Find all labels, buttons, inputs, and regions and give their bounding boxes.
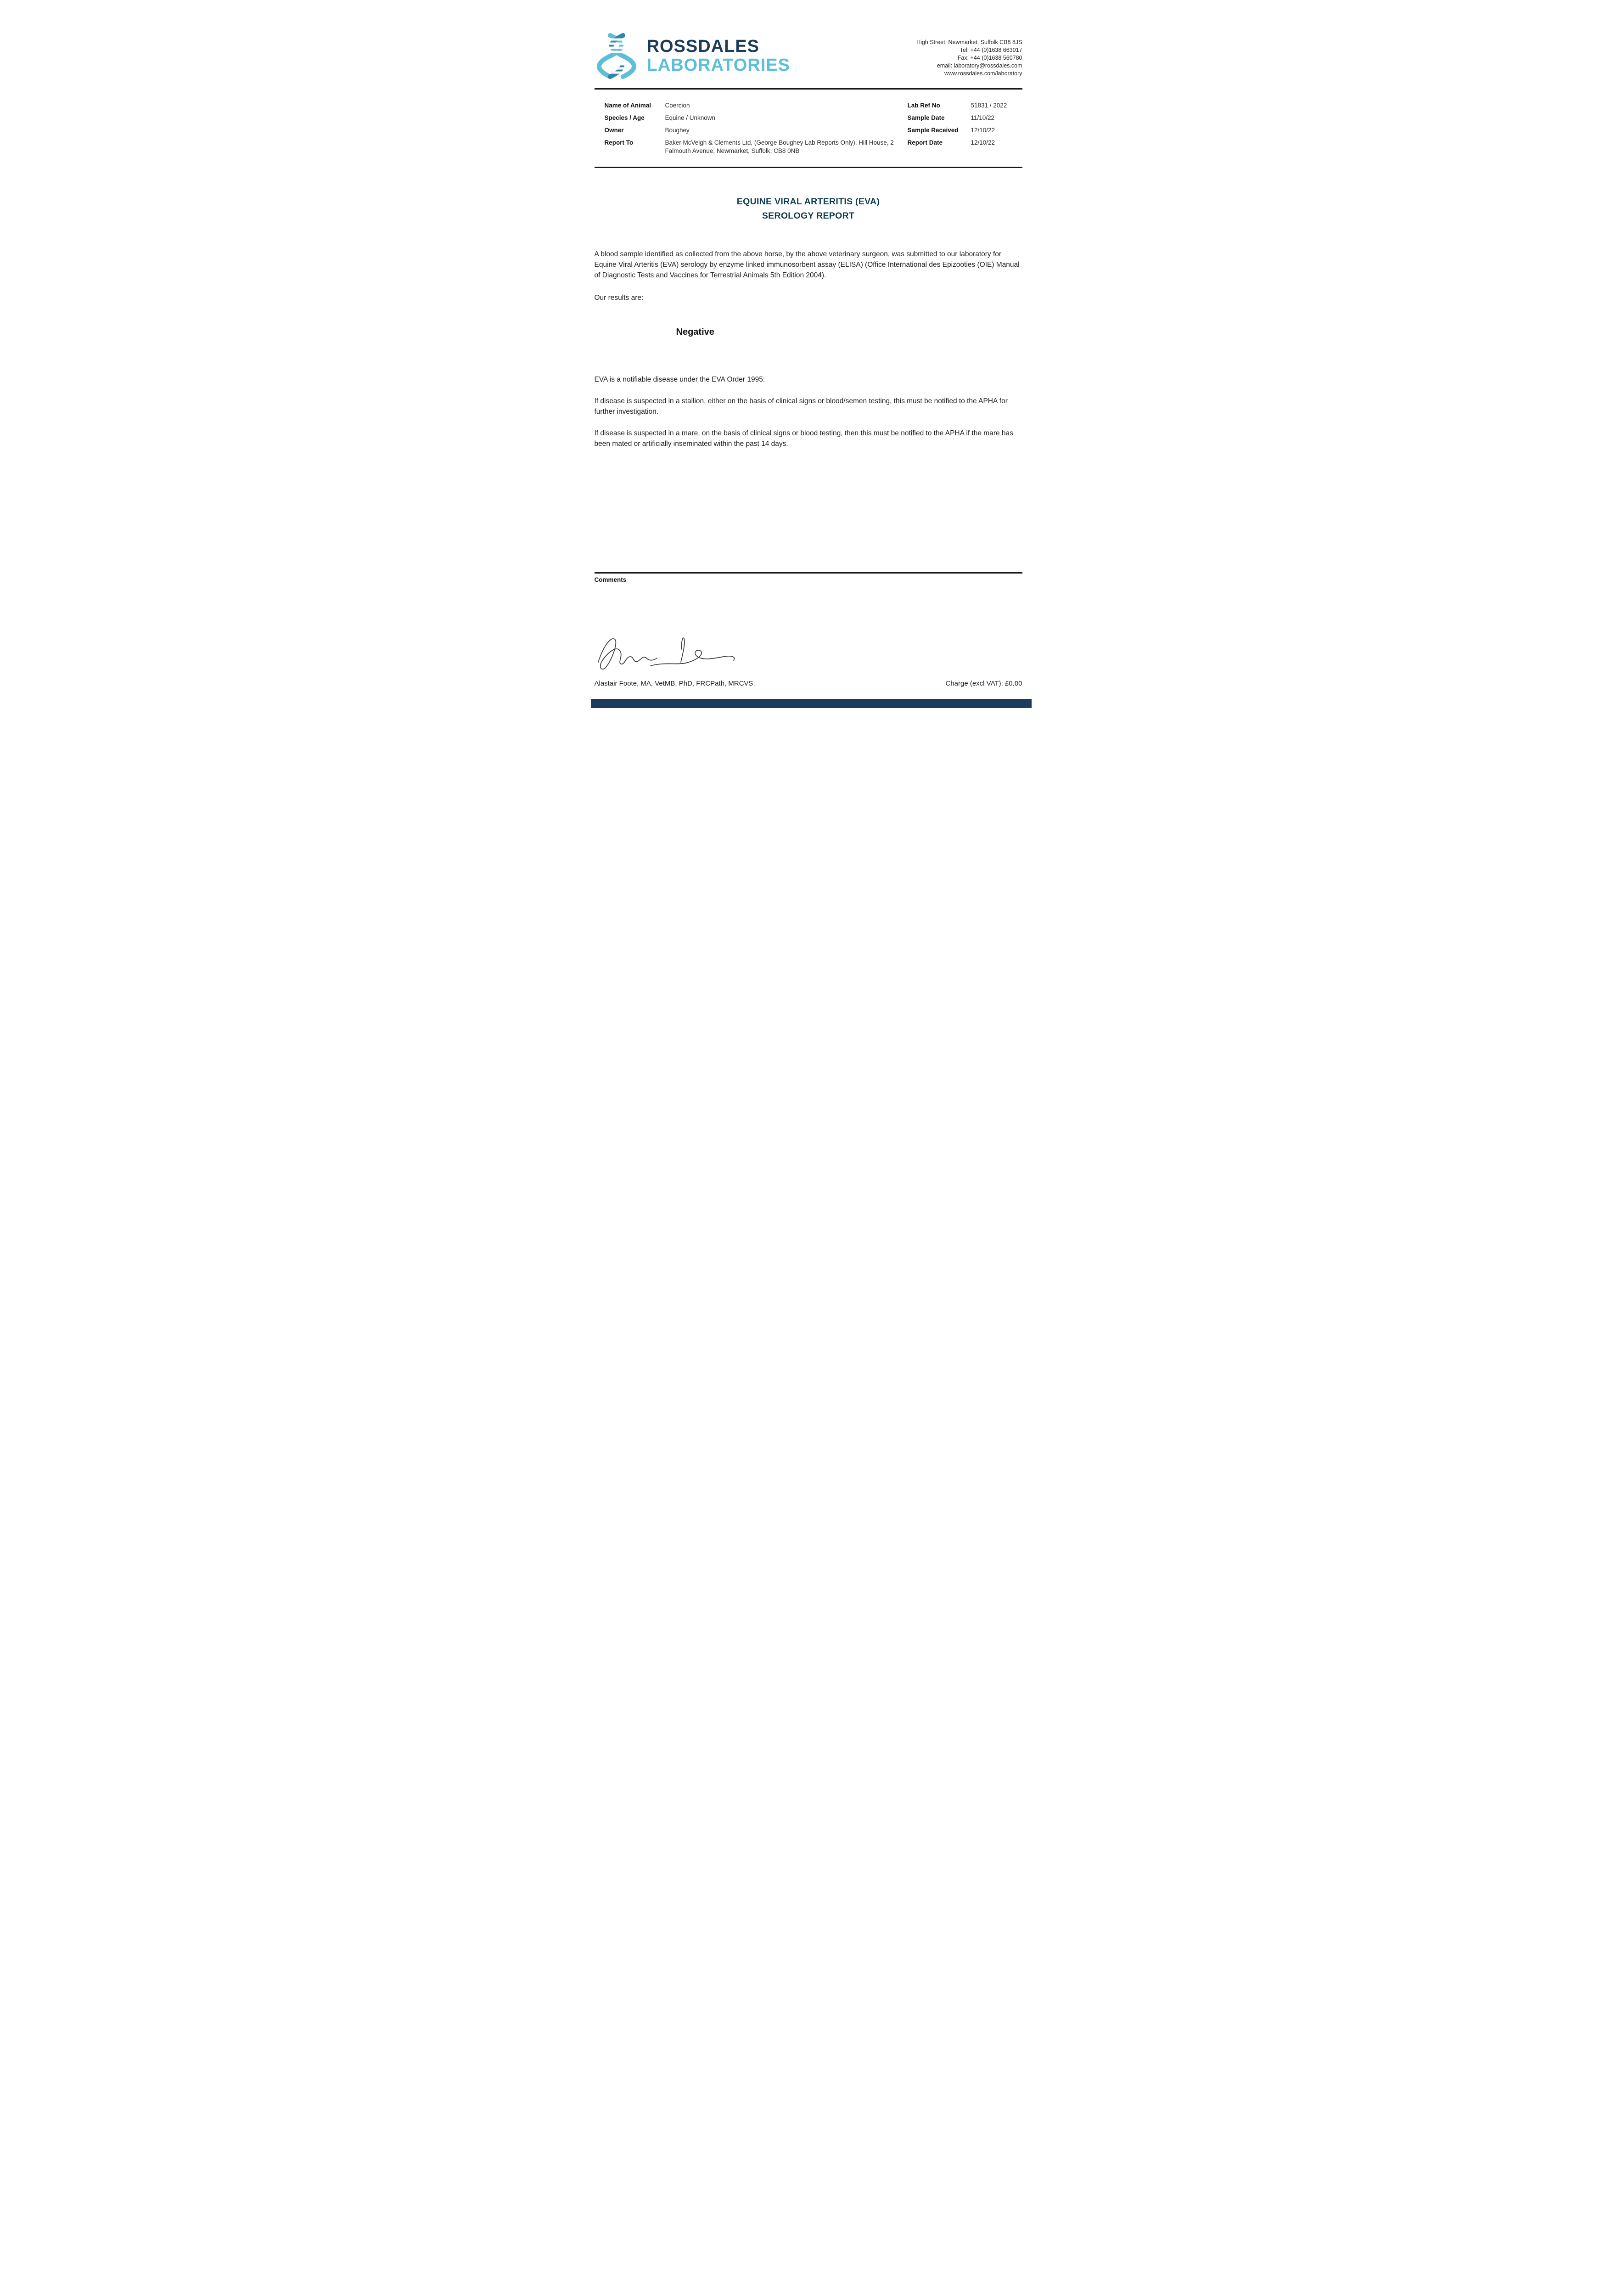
result-value: Negative [676,327,714,337]
comments-label: Comments [594,576,627,583]
report-page [559,0,1064,715]
info-row-sample-date [908,114,1022,122]
info-row-report-to [605,139,908,155]
contact-block [916,33,1022,78]
paragraph-sample-description: A blood sample identified as collected from the above horse, by the above veterinary surgeon, was submitted to our laboratory for Equine Viral Arteritis (EVA) serology by enzyme linked immunosorbent assay (ELISA) (Office International des Epizooties (OIE) Manual of Diagnostic Tests and Vaccines for Terrestrial Animals 5th Edition 2004). [594,250,1020,279]
sample-info [595,101,1022,159]
info-label-species-age: Species / Age [604,114,645,121]
report-title [595,195,1022,223]
info-row-report-date [908,139,1022,147]
paragraph-notifiable-disease: EVA is a notifiable disease under the EVA Order 1995: [594,376,765,383]
contact-email: email: laboratory@rossdales.com [937,62,1022,69]
info-value-report-to: Baker McVeigh & Clements Ltd, (George Boughey Lab Reports Only), Hill House, 2 Falmouth Avenue, Newmarket, Suffolk, CB8 0NB [665,139,894,154]
info-label-report-to: Report To [604,139,634,146]
info-label-sample-date: Sample Date [907,114,945,121]
charge-text: Charge (excl VAT): £0.00 [945,679,1022,687]
info-row-owner [605,126,908,135]
info-row-sample-received [908,126,1022,135]
contact-tel: Tel: +44 (0)1638 663017 [960,47,1022,53]
info-value-sample-date: 11/10/22 [971,114,995,121]
contact-website: www.rossdales.com/laboratory [944,70,1022,77]
paragraph-stallion-notice: If disease is suspected in a stallion, either on the basis of clinical signs or blood/semen testing, this must be notified to the APHA for further investigation. [594,397,1008,416]
info-label-name-of-animal: Name of Animal [604,102,651,109]
info-value-name-of-animal: Coercion [665,102,690,109]
report-title-line2: SEROLOGY REPORT [762,211,855,221]
contact-address: High Street, Newmarket, Suffolk CB8 8JS [916,39,1022,45]
sample-info-right [908,101,1022,159]
info-value-species-age: Equine / Unknown [665,114,716,121]
info-label-owner: Owner [604,127,624,134]
info-row-species-age [605,114,908,122]
dna-helix-icon [595,33,639,79]
info-label-lab-ref-no: Lab Ref No [907,102,940,109]
logo-text-laboratories: LABORATORIES [646,56,790,75]
divider-mid [595,167,1022,168]
info-label-sample-received: Sample Received [907,127,959,134]
info-row-lab-ref-no [908,101,1022,110]
info-row-name-of-animal [605,101,908,110]
header [595,0,1022,79]
comments-section [595,572,1022,583]
signature-row [595,680,1022,687]
report-title-line1: EQUINE VIRAL ARTERITIS (EVA) [736,197,880,207]
sample-info-left [605,101,908,159]
logo-wordmark [647,37,791,75]
rossdales-logo [595,33,791,79]
info-value-owner: Boughey [665,127,690,134]
info-label-report-date: Report Date [907,139,943,146]
divider-top [595,88,1022,90]
info-value-report-date: 12/10/22 [971,139,995,146]
footer-bar [591,699,1032,708]
info-value-sample-received: 12/10/22 [971,127,995,134]
logo-text-rossdales: ROSSDALES [646,36,759,56]
paragraph-results-intro: Our results are: [594,294,644,302]
signatory-name: Alastair Foote, MA, VetMB, PhD, FRCPath, MRCVS. [594,679,755,687]
paragraph-mare-notice: If disease is suspected in a mare, on the basis of clinical signs or blood testing, then this must be notified to the APHA if the mare has been mated or artificially inseminated within the past 14 days. [594,429,1013,448]
signature [595,633,1022,677]
contact-fax: Fax: +44 (0)1638 560780 [957,55,1022,61]
divider-comments [595,572,1022,574]
info-value-lab-ref-no: 51831 / 2022 [971,102,1007,109]
